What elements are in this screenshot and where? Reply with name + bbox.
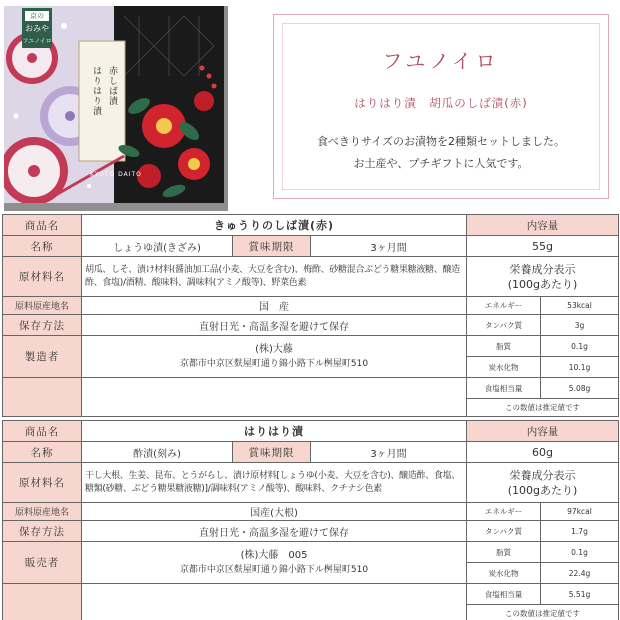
blank-label-cell — [3, 584, 82, 620]
label-storage: 保存方法 — [3, 521, 82, 542]
card-corner-ornament — [599, 189, 609, 199]
card-description-line-1: 食べきりサイズのお漬物を2種類セットしました。 — [316, 135, 566, 148]
seller-info — [82, 542, 467, 584]
nutrition-value: 22.4g — [541, 563, 619, 584]
nutrition-value: 10.1g — [541, 357, 619, 378]
label-origin: 原料原産地名 — [3, 297, 82, 315]
table-row — [3, 442, 619, 463]
label-origin: 原料原産地名 — [3, 503, 82, 521]
product-name: はりはり漬 — [82, 421, 467, 442]
nutrition-value: 53kcal — [541, 297, 619, 315]
product-name: きゅうりのしば漬(赤) — [82, 215, 467, 236]
blank-label-cell — [3, 378, 82, 417]
maker-name: (株)大藤 — [255, 343, 293, 355]
nutrition-key: エネルギー — [467, 503, 541, 521]
product-type: 酢漬(刻み) — [82, 442, 233, 463]
nutrition-value: 3g — [541, 315, 619, 336]
nutrition-note: この数値は推定値です — [467, 399, 619, 417]
table-row — [3, 542, 619, 563]
nutrition-value: 5.51g — [541, 584, 619, 605]
label-seller: 販売者 — [3, 542, 82, 584]
card-title: フユノイロ — [382, 49, 500, 73]
package-logo — [22, 8, 52, 48]
table-row — [3, 257, 619, 297]
title-card — [273, 14, 609, 199]
nutrition-key: タンパク質 — [467, 315, 541, 336]
table-row — [3, 336, 619, 357]
table-row — [3, 215, 619, 236]
nutrition-value: 97kcal — [541, 503, 619, 521]
nutrition-value: 5.08g — [541, 378, 619, 399]
ingredients-value: 胡瓜、しそ、漬け材料(醤油加工品(小麦、大豆を含む)、梅酢、砂糖混合ぶどう糖果糖液糖、醸造酢、食塩)/酒精、酸味料、調味料(アミノ酸等)、野菜色素 — [82, 257, 467, 297]
card-description — [274, 131, 608, 175]
table-row — [3, 463, 619, 503]
spec-table-1 — [2, 214, 619, 417]
label-name: 名称 — [3, 442, 82, 463]
blank-cell — [82, 378, 467, 417]
maker-address: 京都市中京区麩屋町通り錦小路下ル桝屋町510 — [179, 358, 369, 369]
storage-value: 直射日光・高温多湿を避けて保存 — [82, 315, 467, 336]
label-ingredients: 原材料名 — [3, 463, 82, 503]
package-art — [4, 6, 224, 203]
nutrition-value: 0.1g — [541, 336, 619, 357]
label-storage: 保存方法 — [3, 315, 82, 336]
package-brand: KYOTO DAITO — [90, 171, 142, 178]
package-label-1: 赤しば漬 — [107, 66, 117, 106]
table-row — [3, 584, 619, 605]
blank-cell — [82, 584, 467, 620]
label-product: 商品名 — [3, 421, 82, 442]
label-expiry: 賞味期限 — [233, 236, 311, 257]
package-logo-line-3: フユノイロ — [22, 38, 52, 45]
package-label-2: はりはり漬 — [91, 66, 101, 116]
table-row — [3, 421, 619, 442]
nutrition-header — [467, 463, 619, 503]
volume-value: 60g — [467, 442, 619, 463]
table-row — [3, 315, 619, 336]
nutrition-key: エネルギー — [467, 297, 541, 315]
nutrition-key: 食塩相当量 — [467, 378, 541, 399]
seller-name: (株)大藤 005 — [240, 549, 308, 561]
label-volume: 内容量 — [467, 421, 619, 442]
table-row — [3, 378, 619, 399]
expiry-value: 3ヶ月間 — [311, 236, 467, 257]
table-row — [3, 521, 619, 542]
ingredients-value: 干し大根、生姜、昆布、とうがらし、漬け原材料[しょうゆ(小麦、大豆を含む)、醸造酢、食塩、糖類(砂糖、ぶどう糖果糖液糖)]/調味料(アミノ酸等)、酸味料、クチナシ色素 — [82, 463, 467, 503]
nutrition-note: この数値は推定値です — [467, 605, 619, 620]
nutrition-key: 炭水化物 — [467, 357, 541, 378]
nutrition-title: 栄養成分表示 — [509, 262, 576, 276]
nutrition-value: 0.1g — [541, 542, 619, 563]
nutrition-key: 食塩相当量 — [467, 584, 541, 605]
nutrition-key: 脂質 — [467, 336, 541, 357]
label-ingredients: 原材料名 — [3, 257, 82, 297]
label-volume: 内容量 — [467, 215, 619, 236]
table-row — [3, 297, 619, 315]
table-row — [3, 503, 619, 521]
volume-value: 55g — [467, 236, 619, 257]
seller-address: 京都市中京区麩屋町通り錦小路下ル桝屋町510 — [179, 564, 369, 575]
nutrition-basis: (100gあたり) — [507, 277, 578, 291]
expiry-value: 3ヶ月間 — [311, 442, 467, 463]
package-logo-line-1: 京の — [25, 11, 49, 21]
card-description-line-2: お土産や、プチギフトに人気です。 — [353, 157, 529, 170]
label-maker: 製造者 — [3, 336, 82, 378]
table-row — [3, 236, 619, 257]
maker-info — [82, 336, 467, 378]
label-name: 名称 — [3, 236, 82, 257]
package-image — [4, 6, 228, 211]
origin-value: 国産(大根) — [82, 503, 467, 521]
label-product: 商品名 — [3, 215, 82, 236]
nutrition-key: 炭水化物 — [467, 563, 541, 584]
storage-value: 直射日光・高温多湿を避けて保存 — [82, 521, 467, 542]
nutrition-basis: (100gあたり) — [507, 483, 578, 497]
origin-value: 国 産 — [82, 297, 467, 315]
product-type: しょうゆ漬(きざみ) — [82, 236, 233, 257]
package-logo-line-2: おみや — [25, 24, 49, 33]
label-expiry: 賞味期限 — [233, 442, 311, 463]
nutrition-key: タンパク質 — [467, 521, 541, 542]
nutrition-header — [467, 257, 619, 297]
nutrition-value: 1.7g — [541, 521, 619, 542]
card-subtitle: はりはり漬 胡瓜のしば漬(赤) — [354, 96, 528, 110]
nutrition-key: 脂質 — [467, 542, 541, 563]
nutrition-title: 栄養成分表示 — [509, 468, 576, 482]
spec-table-2 — [2, 420, 619, 620]
